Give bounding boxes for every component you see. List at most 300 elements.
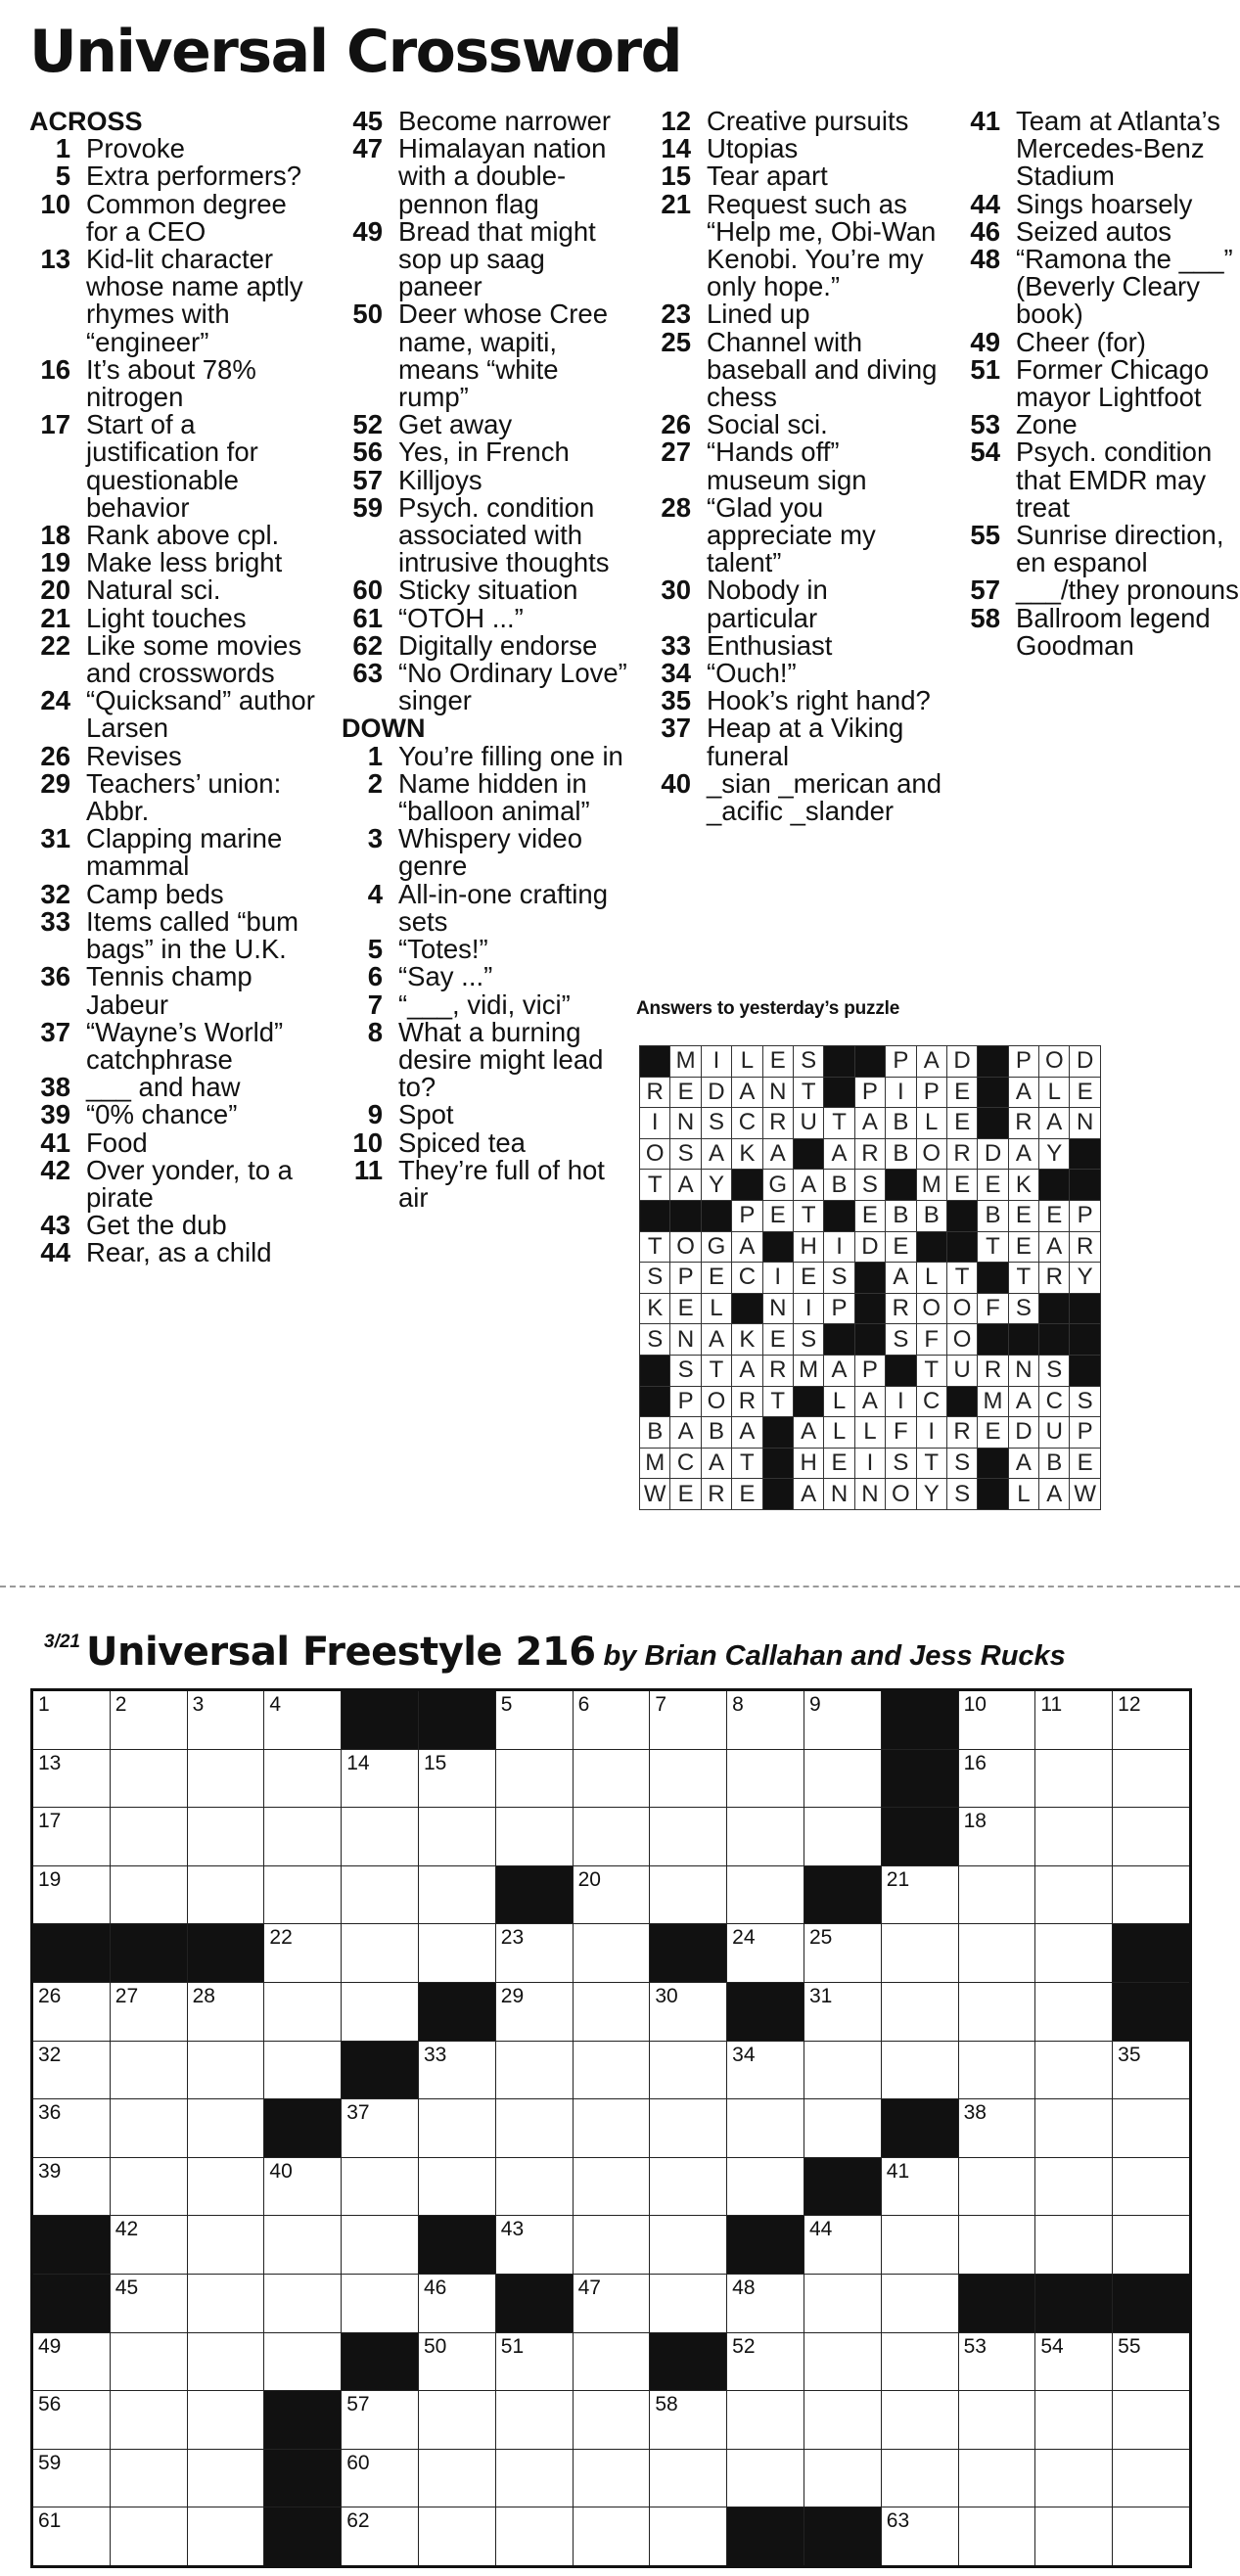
down-clue	[342, 991, 635, 1019]
down-clue	[650, 300, 943, 328]
puzzle-byline: by Brian Callahan and Jess Rucks	[603, 1640, 1066, 1672]
grid-cell[interactable]	[804, 2099, 881, 2158]
grid-block	[32, 2274, 111, 2332]
grid-cell[interactable]	[418, 2507, 495, 2567]
clue-number: 41	[40, 1127, 70, 1158]
grid-cell[interactable]	[958, 1982, 1035, 2041]
clue-number: 13	[40, 244, 70, 275]
grid-cell[interactable]	[495, 2391, 573, 2450]
grid-cell[interactable]	[110, 2216, 187, 2275]
answer-letter: T	[640, 1231, 670, 1263]
grid-cell[interactable]	[881, 1982, 958, 2041]
grid-cell[interactable]	[881, 2332, 958, 2391]
grid-cell[interactable]	[495, 1690, 573, 1750]
grid-cell[interactable]	[1035, 2332, 1113, 2391]
grid-cell[interactable]	[264, 2216, 342, 2275]
answer-letter: T	[916, 1448, 946, 1479]
answer-letter: O	[640, 1138, 670, 1170]
across-clue	[29, 1016, 323, 1075]
grid-cell[interactable]	[650, 2391, 727, 2450]
grid-cell[interactable]	[1113, 2449, 1191, 2507]
down-clue	[342, 740, 635, 771]
answer-letter: K	[732, 1324, 762, 1356]
grid-cell[interactable]	[110, 2157, 187, 2216]
answer-letter: I	[854, 1448, 885, 1479]
answer-letter: N	[1008, 1355, 1038, 1386]
grid-cell[interactable]	[573, 1690, 650, 1750]
answer-letter: H	[793, 1448, 823, 1479]
cell-number: 59	[38, 2451, 62, 2474]
answer-letter: R	[978, 1355, 1008, 1386]
grid-cell[interactable]	[881, 2041, 958, 2099]
grid-cell[interactable]	[881, 1924, 958, 1983]
answer-block	[978, 1448, 1008, 1479]
grid-cell[interactable]	[650, 2507, 727, 2567]
cell-number: 62	[346, 2509, 370, 2533]
grid-cell[interactable]	[264, 2332, 342, 2391]
cell-number: 36	[38, 2101, 62, 2125]
grid-cell[interactable]	[804, 2391, 881, 2450]
grid-cell[interactable]	[650, 2157, 727, 2216]
grid-cell[interactable]	[958, 2099, 1035, 2158]
clue-number: 49	[352, 215, 383, 247]
answer-block	[978, 1324, 1008, 1356]
grid-cell[interactable]	[727, 2099, 804, 2158]
grid-cell[interactable]	[1035, 1924, 1113, 1983]
answer-letter: A	[1039, 1231, 1070, 1263]
grid-cell[interactable]	[727, 2449, 804, 2507]
grid-row	[32, 2507, 1191, 2567]
grid-cell[interactable]	[110, 2449, 187, 2507]
grid-cell[interactable]	[1035, 1808, 1113, 1866]
grid-cell[interactable]	[573, 2157, 650, 2216]
across-clue	[29, 905, 323, 965]
grid-cell[interactable]	[650, 1865, 727, 1924]
grid-cell[interactable]	[573, 2507, 650, 2567]
grid-cell[interactable]	[418, 1865, 495, 1924]
grid-cell[interactable]	[727, 1808, 804, 1866]
answer-letter: E	[670, 1479, 701, 1510]
grid-cell[interactable]	[650, 1808, 727, 1866]
answer-letter: B	[824, 1170, 854, 1201]
grid-cell[interactable]	[958, 2157, 1035, 2216]
grid-cell[interactable]	[187, 2332, 264, 2391]
answer-letter: P	[732, 1200, 762, 1231]
grid-cell[interactable]	[342, 2157, 419, 2216]
grid-cell[interactable]	[1113, 2216, 1191, 2275]
across-clue	[29, 825, 323, 880]
grid-cell[interactable]	[958, 1749, 1035, 1808]
cell-number: 38	[963, 2101, 987, 2125]
clue-text: Get the dub	[86, 1210, 227, 1241]
grid-row	[32, 1924, 1191, 1983]
grid-cell[interactable]	[573, 2099, 650, 2158]
cell-number: 57	[346, 2393, 370, 2416]
clue-text: Sticky situation	[398, 575, 578, 606]
grid-cell[interactable]	[110, 1749, 187, 1808]
answer-letter: R	[762, 1108, 793, 1139]
across-clue	[342, 300, 635, 411]
grid-cell[interactable]	[187, 2216, 264, 2275]
grid-cell[interactable]	[881, 2507, 958, 2567]
grid-cell[interactable]	[495, 2099, 573, 2158]
grid-cell[interactable]	[958, 2391, 1035, 2450]
grid-cell[interactable]	[32, 1690, 111, 1750]
grid-cell[interactable]	[264, 1865, 342, 1924]
grid-cell[interactable]	[418, 2041, 495, 2099]
clue-text: Food	[86, 1127, 148, 1158]
grid-cell[interactable]	[495, 2157, 573, 2216]
answer-letter: E	[762, 1200, 793, 1231]
grid-cell[interactable]	[573, 1749, 650, 1808]
grid-block	[264, 2507, 342, 2567]
clue-number: 5	[55, 161, 70, 192]
answer-letter: E	[1039, 1200, 1070, 1231]
clue-text: “Glad you appreciate my talent”	[707, 491, 876, 578]
clue-text: Channel with baseball and diving chess	[707, 326, 938, 413]
grid-cell[interactable]	[1113, 2507, 1191, 2567]
grid-cell[interactable]	[804, 2041, 881, 2099]
grid-cell[interactable]	[650, 2449, 727, 2507]
answer-letter: O	[670, 1231, 701, 1263]
grid-cell[interactable]	[342, 2449, 419, 2507]
grid-cell[interactable]	[187, 2099, 264, 2158]
grid-cell[interactable]	[804, 1808, 881, 1866]
answer-block	[670, 1200, 701, 1231]
grid-cell[interactable]	[110, 2099, 187, 2158]
grid-cell[interactable]	[727, 2391, 804, 2450]
grid-cell[interactable]	[187, 1982, 264, 2041]
grid-cell[interactable]	[958, 1865, 1035, 1924]
grid-cell[interactable]	[650, 2099, 727, 2158]
answer-block	[824, 1324, 854, 1356]
answer-block	[946, 1200, 977, 1231]
answer-letter: P	[916, 1077, 946, 1108]
grid-cell[interactable]	[342, 2099, 419, 2158]
answer-letter: A	[1008, 1077, 1038, 1108]
cell-number: 30	[655, 1984, 678, 2007]
grid-cell[interactable]	[804, 1982, 881, 2041]
grid-cell[interactable]	[881, 2391, 958, 2450]
grid-cell[interactable]	[727, 2157, 804, 2216]
answer-letter: N	[854, 1479, 885, 1510]
grid-cell[interactable]	[1035, 2099, 1113, 2158]
grid-cell[interactable]	[264, 2274, 342, 2332]
grid-cell[interactable]	[110, 2391, 187, 2450]
clue-column-3	[650, 108, 943, 825]
grid-cell[interactable]	[650, 1690, 727, 1750]
grid-cell[interactable]	[418, 1924, 495, 1983]
clue-text: “Say ...”	[398, 961, 493, 992]
grid-cell[interactable]	[418, 1808, 495, 1866]
grid-cell[interactable]	[804, 2216, 881, 2275]
grid-cell[interactable]	[110, 2274, 187, 2332]
grid-cell[interactable]	[342, 1865, 419, 1924]
answer-letter: A	[1008, 1138, 1038, 1170]
grid-cell[interactable]	[727, 2041, 804, 2099]
grid-cell[interactable]	[342, 2391, 419, 2450]
grid-cell[interactable]	[1113, 2391, 1191, 2450]
grid-cell[interactable]	[958, 2449, 1035, 2507]
grid-cell[interactable]	[1035, 2449, 1113, 2507]
grid-cell[interactable]	[958, 2216, 1035, 2275]
grid-cell[interactable]	[727, 1690, 804, 1750]
clue-text: Revises	[86, 740, 182, 771]
grid-block	[110, 1924, 187, 1983]
grid-cell[interactable]	[342, 1924, 419, 1983]
grid-block	[264, 2099, 342, 2158]
grid-cell[interactable]	[418, 2099, 495, 2158]
across-clue	[342, 576, 635, 604]
answer-letter: I	[640, 1108, 670, 1139]
grid-cell[interactable]	[1035, 1865, 1113, 1924]
grid-cell[interactable]	[495, 2449, 573, 2507]
grid-cell[interactable]	[187, 2449, 264, 2507]
answer-letter: A	[670, 1170, 701, 1201]
grid-cell[interactable]	[418, 2449, 495, 2507]
grid-cell[interactable]	[264, 1924, 342, 1983]
answer-block	[854, 1046, 885, 1078]
grid-block	[495, 2274, 573, 2332]
grid-cell[interactable]	[187, 2507, 264, 2567]
grid-cell[interactable]	[727, 2274, 804, 2332]
grid-cell[interactable]	[1035, 1690, 1113, 1750]
grid-cell[interactable]	[1113, 1749, 1191, 1808]
answer-letter: U	[946, 1355, 977, 1386]
answer-letter: T	[916, 1355, 946, 1386]
grid-cell[interactable]	[32, 2507, 111, 2567]
grid-cell[interactable]	[187, 1749, 264, 1808]
grid-cell[interactable]	[650, 2041, 727, 2099]
grid-cell[interactable]	[110, 2332, 187, 2391]
answer-letter: O	[1039, 1046, 1070, 1078]
grid-cell[interactable]	[32, 2449, 111, 2507]
grid-cell[interactable]	[881, 1865, 958, 1924]
grid-cell[interactable]	[1035, 2041, 1113, 2099]
grid-cell[interactable]	[187, 1690, 264, 1750]
grid-cell[interactable]	[187, 2157, 264, 2216]
answer-letter: W	[1070, 1479, 1100, 1510]
clue-number: 10	[40, 188, 70, 219]
grid-cell[interactable]	[110, 2041, 187, 2099]
clue-number: 35	[661, 685, 691, 716]
answer-letter: L	[916, 1263, 946, 1294]
down-clue	[342, 767, 635, 827]
grid-cell[interactable]	[264, 1690, 342, 1750]
grid-cell[interactable]	[264, 1982, 342, 2041]
grid-cell[interactable]	[804, 2449, 881, 2507]
grid-cell[interactable]	[264, 2041, 342, 2099]
cell-number: 33	[423, 2043, 447, 2066]
grid-cell[interactable]	[573, 2332, 650, 2391]
grid-cell[interactable]	[342, 1749, 419, 1808]
clue-number: 8	[367, 1016, 383, 1047]
grid-cell[interactable]	[650, 1749, 727, 1808]
answer-letter: S	[886, 1324, 916, 1356]
grid-cell[interactable]	[573, 1982, 650, 2041]
cell-number: 4	[269, 1693, 282, 1716]
clue-text: Get away	[398, 409, 513, 440]
grid-cell[interactable]	[495, 1749, 573, 1808]
grid-cell[interactable]	[650, 1982, 727, 2041]
grid-cell[interactable]	[804, 2274, 881, 2332]
puzzle-title: Universal Freestyle 216	[85, 1630, 596, 1675]
grid-cell[interactable]	[1035, 2391, 1113, 2450]
grid-cell[interactable]	[187, 1808, 264, 1866]
clue-text: Ballroom legend Goodman	[1016, 602, 1211, 661]
answer-block	[854, 1263, 885, 1294]
grid-cell[interactable]	[650, 2216, 727, 2275]
grid-cell[interactable]	[342, 2274, 419, 2332]
cell-number: 45	[115, 2276, 139, 2299]
grid-cell[interactable]	[342, 2507, 419, 2567]
grid-cell[interactable]	[881, 2157, 958, 2216]
grid-cell[interactable]	[1113, 1690, 1191, 1750]
grid-cell[interactable]	[573, 2041, 650, 2099]
grid-cell[interactable]	[187, 2391, 264, 2450]
grid-cell[interactable]	[1113, 2332, 1191, 2391]
grid-cell[interactable]	[804, 1749, 881, 1808]
grid-cell[interactable]	[1113, 2041, 1191, 2099]
grid-cell[interactable]	[650, 2274, 727, 2332]
grid-cell[interactable]	[1035, 1982, 1113, 2041]
grid-cell[interactable]	[187, 1865, 264, 1924]
grid-cell[interactable]	[958, 2507, 1035, 2567]
grid-cell[interactable]	[573, 2449, 650, 2507]
answer-letter: O	[886, 1479, 916, 1510]
answers-label: Answers to yesterday’s puzzle	[636, 998, 900, 1019]
across-clue	[29, 629, 323, 689]
down-clue	[959, 411, 1240, 438]
grid-cell[interactable]	[573, 1865, 650, 1924]
grid-cell[interactable]	[1113, 2157, 1191, 2216]
grid-cell[interactable]	[573, 2391, 650, 2450]
grid-cell[interactable]	[495, 1924, 573, 1983]
grid-cell[interactable]	[418, 1749, 495, 1808]
clue-number: 3	[367, 823, 383, 854]
crossword-grid[interactable]	[30, 1688, 1192, 2568]
answer-block	[886, 1170, 916, 1201]
grid-cell[interactable]	[32, 2332, 111, 2391]
answer-letter: L	[916, 1108, 946, 1139]
grid-cell[interactable]	[418, 2332, 495, 2391]
grid-cell[interactable]	[32, 2041, 111, 2099]
grid-cell[interactable]	[958, 1690, 1035, 1750]
grid-cell[interactable]	[264, 2157, 342, 2216]
grid-cell[interactable]	[342, 1982, 419, 2041]
answer-letter: S	[1070, 1386, 1100, 1417]
grid-cell[interactable]	[573, 1808, 650, 1866]
grid-cell[interactable]	[804, 2332, 881, 2391]
grid-cell[interactable]	[418, 2274, 495, 2332]
grid-cell[interactable]	[727, 1924, 804, 1983]
grid-cell[interactable]	[495, 1808, 573, 1866]
grid-cell[interactable]	[958, 1808, 1035, 1866]
grid-cell[interactable]	[958, 1924, 1035, 1983]
answer-letter: S	[854, 1170, 885, 1201]
grid-cell[interactable]	[1113, 2099, 1191, 2158]
grid-block	[264, 2449, 342, 2507]
grid-cell[interactable]	[32, 1865, 111, 1924]
grid-cell[interactable]	[573, 2274, 650, 2332]
grid-cell[interactable]	[495, 1982, 573, 2041]
clue-text: Like some movies and crosswords	[86, 629, 302, 689]
across-clue	[342, 602, 635, 633]
grid-cell[interactable]	[32, 2099, 111, 2158]
grid-cell[interactable]	[1035, 1749, 1113, 1808]
clue-number: 16	[40, 353, 70, 385]
grid-cell[interactable]	[418, 2391, 495, 2450]
grid-cell[interactable]	[727, 1749, 804, 1808]
grid-cell[interactable]	[110, 1865, 187, 1924]
cell-number: 37	[346, 2101, 370, 2125]
grid-cell[interactable]	[958, 2332, 1035, 2391]
answer-letter: R	[886, 1293, 916, 1324]
grid-cell[interactable]	[958, 2041, 1035, 2099]
grid-cell[interactable]	[110, 2507, 187, 2567]
grid-cell[interactable]	[32, 2391, 111, 2450]
cell-number: 22	[269, 1926, 293, 1950]
grid-cell[interactable]	[1035, 2507, 1113, 2567]
grid-cell[interactable]	[495, 2332, 573, 2391]
cell-number: 16	[963, 1751, 987, 1774]
grid-cell[interactable]	[32, 1749, 111, 1808]
grid-row	[32, 1865, 1191, 1924]
grid-cell[interactable]	[342, 2216, 419, 2275]
grid-cell[interactable]	[881, 2274, 958, 2332]
grid-cell[interactable]	[32, 1982, 111, 2041]
grid-cell[interactable]	[418, 2157, 495, 2216]
grid-cell[interactable]	[495, 2041, 573, 2099]
grid-cell[interactable]	[1035, 2216, 1113, 2275]
answer-letter: S	[1008, 1293, 1038, 1324]
grid-cell[interactable]	[1113, 1808, 1191, 1866]
grid-cell[interactable]	[573, 2216, 650, 2275]
grid-cell[interactable]	[804, 1690, 881, 1750]
grid-cell[interactable]	[495, 2507, 573, 2567]
grid-cell[interactable]	[32, 1808, 111, 1866]
clue-text: Heap at a Viking funeral	[707, 713, 904, 771]
grid-cell[interactable]	[110, 1982, 187, 2041]
answer-block	[1039, 1324, 1070, 1356]
clue-number: 56	[352, 437, 383, 468]
grid-cell[interactable]	[804, 1924, 881, 1983]
clue-number: 23	[661, 299, 691, 330]
grid-cell[interactable]	[573, 1924, 650, 1983]
grid-cell[interactable]	[495, 2216, 573, 2275]
grid-cell[interactable]	[727, 1865, 804, 1924]
across-clue	[29, 135, 323, 162]
clue-text: Nobody in particular	[707, 575, 828, 633]
grid-cell[interactable]	[110, 1808, 187, 1866]
clue-number: 46	[970, 215, 1000, 247]
clue-number: 38	[40, 1072, 70, 1103]
answer-letter: I	[824, 1231, 854, 1263]
grid-cell[interactable]	[1035, 2157, 1113, 2216]
grid-cell[interactable]	[727, 2332, 804, 2391]
grid-cell[interactable]	[187, 2274, 264, 2332]
grid-cell[interactable]	[881, 2449, 958, 2507]
grid-cell[interactable]	[1113, 1865, 1191, 1924]
grid-cell[interactable]	[264, 1808, 342, 1866]
grid-cell[interactable]	[110, 1690, 187, 1750]
grid-cell[interactable]	[32, 2157, 111, 2216]
grid-cell[interactable]	[342, 1808, 419, 1866]
down-clue	[342, 1129, 635, 1157]
grid-cell[interactable]	[264, 1749, 342, 1808]
grid-cell[interactable]	[881, 2216, 958, 2275]
grid-cell[interactable]	[187, 2041, 264, 2099]
